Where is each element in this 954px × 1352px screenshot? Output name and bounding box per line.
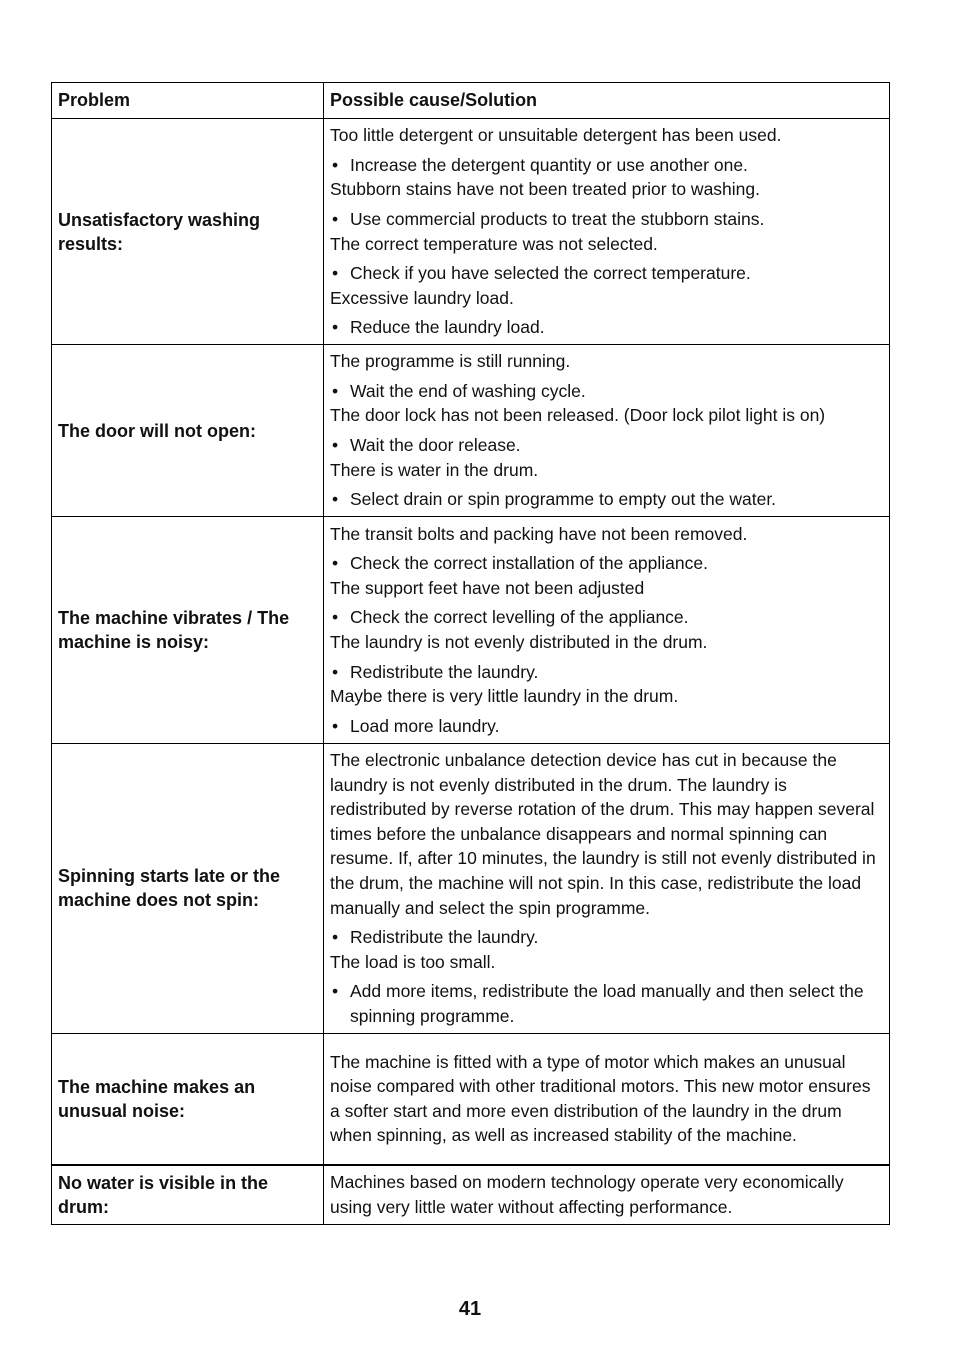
cause-text: There is water in the drum.: [330, 459, 539, 480]
solution-text: The machine is fitted with a type of motor which makes an unusual noise compared with other traditional motors. This new motor ensures a softer start and more even distribution of the laundry in the drum when spinning, as well as increased stability of the machine.: [330, 1051, 871, 1146]
bullet-icon: •: [332, 317, 339, 338]
bullet-icon: •: [332, 927, 339, 948]
problem-cell: No water is visible in the drum:: [52, 1165, 324, 1224]
solution-cell: [324, 517, 890, 744]
cause-text: Maybe there is very little laundry in the drum.: [330, 686, 679, 707]
fix-item: [330, 261, 883, 286]
problem-cell: The door will not open:: [52, 345, 324, 517]
bullet-icon: •: [332, 154, 339, 175]
solution-text: Machines based on modern technology operate very economically using very little water without affecting performance.: [330, 1172, 844, 1217]
bullet-icon: •: [332, 715, 339, 736]
fix-item: [330, 925, 883, 950]
fix-item: [330, 979, 883, 1028]
troubleshooting-table: [51, 82, 890, 1225]
solution-cell: [324, 1165, 890, 1224]
cause-text: The laundry is not evenly distributed in the drum.: [330, 632, 708, 652]
fix-item: [330, 153, 883, 178]
table-row: [52, 1165, 890, 1224]
problem-cell: The machine makes an unusual noise:: [52, 1033, 324, 1165]
solution-column-header: Possible cause/Solution: [324, 83, 890, 119]
table-row: [52, 345, 890, 517]
fix-text: Use commercial products to treat the stubborn stains.: [350, 208, 765, 229]
cause-text: The door lock has not been released. (Door lock pilot light is on): [330, 405, 826, 426]
bullet-icon: •: [332, 263, 339, 284]
fix-text: Check the correct installation of the appliance.: [350, 553, 708, 574]
fix-item: [330, 207, 883, 232]
solution-cell: [324, 119, 890, 345]
fix-text: Redistribute the laundry.: [350, 927, 539, 948]
fix-item: [330, 714, 883, 739]
bullet-icon: •: [332, 435, 339, 455]
cause-text: The transit bolts and packing have not been removed.: [330, 523, 748, 544]
fix-item: [330, 487, 883, 512]
fix-item: [330, 315, 883, 340]
cause-text: The support feet have not been adjusted: [330, 577, 645, 598]
problem-cell: Unsatisfactory washing results:: [52, 119, 324, 345]
solution-cell: [324, 345, 890, 517]
table-row: [52, 1033, 890, 1165]
fix-item: [330, 551, 883, 576]
fix-text: Reduce the laundry load.: [350, 317, 545, 338]
bullet-icon: •: [332, 607, 339, 628]
bullet-icon: •: [332, 380, 339, 401]
fix-item: [330, 379, 883, 404]
bullet-icon: •: [332, 553, 339, 574]
bullet-icon: •: [332, 981, 339, 1002]
cause-text: The electronic unbalance detection device has cut in because the laundry is not evenly distributed in the drum. The laundry is redistributed by reverse rotation of the drum. This may happen several times before the unbalance disappears and normal spinning can resume. If, after 10 minutes, the laundry is still not evenly distributed in the drum, the machine will not spin. In this case, redistribute the load manually and select the spin programme.: [330, 750, 876, 918]
cause-text: The load is too small.: [330, 951, 496, 972]
table-header-row: [52, 83, 890, 119]
cause-text: Too little detergent or unsuitable detergent has been used.: [330, 125, 782, 146]
fix-text: Check the correct levelling of the appliance.: [350, 607, 689, 628]
cause-text: The correct temperature was not selected.: [330, 233, 658, 254]
problem-column-header: Problem: [52, 83, 324, 119]
bullet-icon: •: [332, 208, 339, 229]
table-row: [52, 744, 890, 1034]
cause-text: Stubborn stains have not been treated prior to washing.: [330, 179, 760, 200]
fix-text: Load more laundry.: [350, 715, 500, 736]
fix-item: [330, 433, 883, 458]
fix-text: Increase the detergent quantity or use another one.: [350, 154, 748, 175]
table-row: [52, 517, 890, 744]
fix-text: Wait the door release.: [350, 435, 521, 455]
solution-cell: [324, 1033, 890, 1165]
fix-text: Wait the end of washing cycle.: [350, 380, 586, 401]
fix-text: Check if you have selected the correct temperature.: [350, 263, 751, 284]
cause-text: Excessive laundry load.: [330, 287, 514, 308]
fix-text: Redistribute the laundry.: [350, 661, 539, 682]
cause-text: The programme is still running.: [330, 351, 571, 372]
page-number: 41: [458, 1298, 482, 1320]
bullet-icon: •: [332, 489, 339, 510]
table-row: [52, 119, 890, 345]
problem-cell: Spinning starts late or the machine does not spin:: [52, 744, 324, 1034]
bullet-icon: •: [332, 661, 339, 682]
fix-item: [330, 605, 883, 630]
fix-text: Select drain or spin programme to empty out the water.: [350, 489, 777, 510]
problem-cell: The machine vibrates / The machine is noisy:: [52, 517, 324, 744]
solution-cell: [324, 744, 890, 1034]
fix-text: Add more items, redistribute the load manually and then select the spinning programme.: [350, 981, 864, 1026]
fix-item: [330, 660, 883, 685]
